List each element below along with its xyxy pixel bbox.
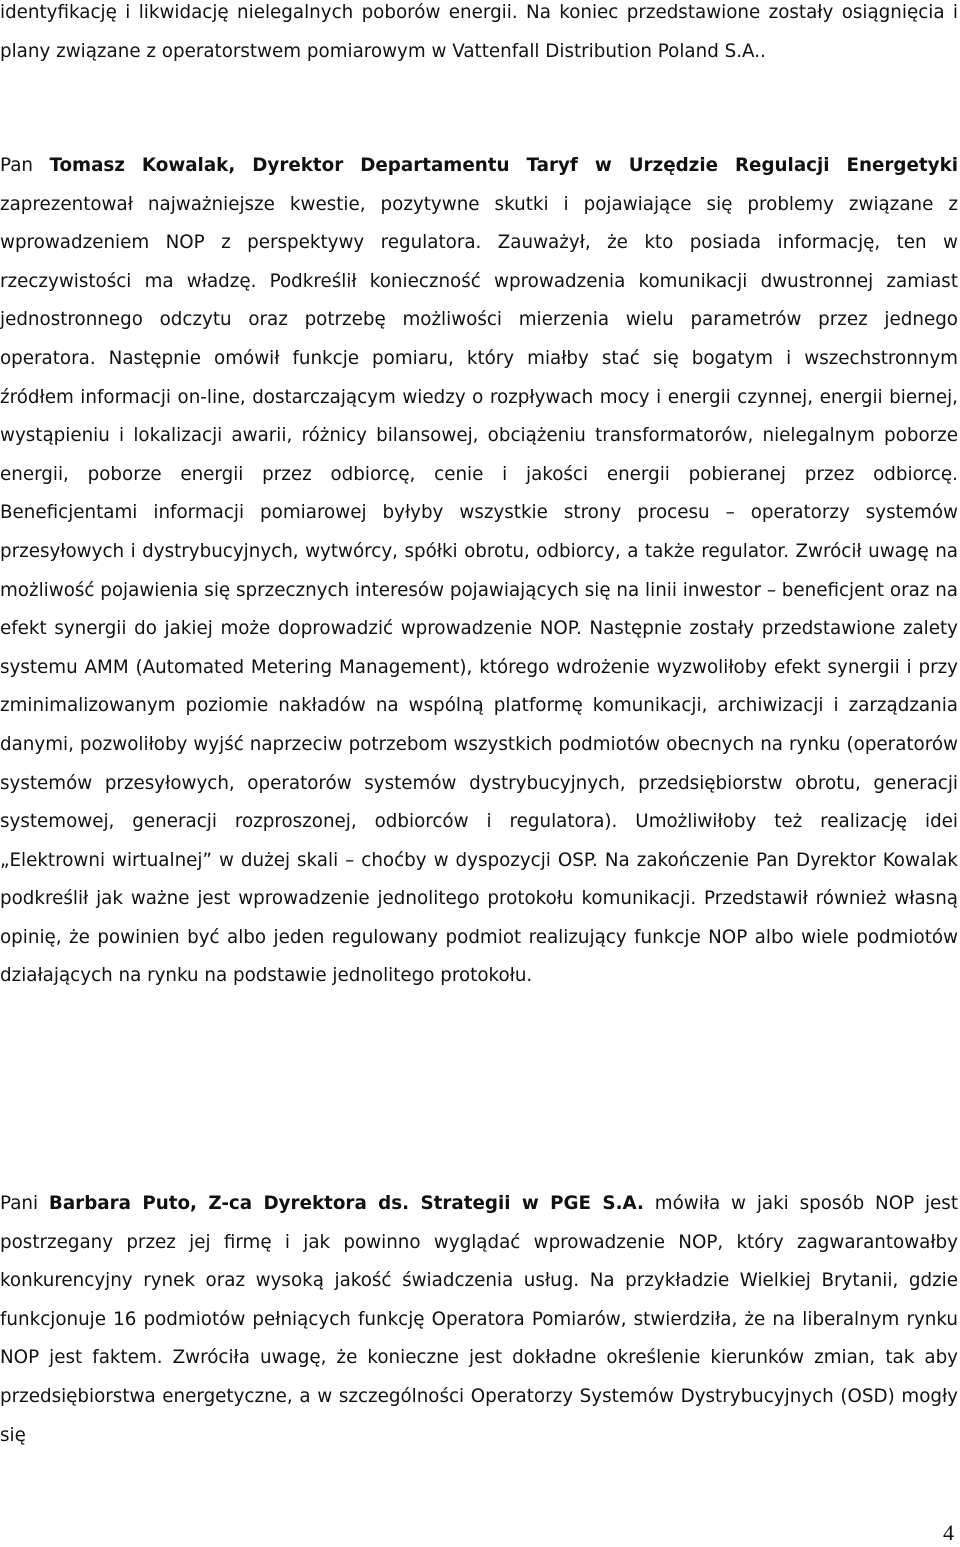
paragraph-intro-continuation bbox=[0, 0, 958, 71]
page-number: 4 bbox=[943, 1520, 954, 1545]
speaker-name-puto: Barbara Puto, Z-ca Dyrektora ds. Strategii w PGE S.A. bbox=[48, 1193, 644, 1214]
paragraph-lead: Pan bbox=[0, 155, 50, 176]
paragraph-lead: Pani bbox=[0, 1193, 49, 1214]
paragraph-text: mówiła w jaki sposób NOP jest postrzegany przez jej firmę i jak powinno wyglądać wprowadzenie NOP, który zagwarantowałby konkurencyjny rynek oraz wysoką jakość świadczenia usług. Na przykładzie Wielkiej Brytanii, gdzie funkcjonuje 16 podmiotów pełniących funkcję Operatora Pomiarów, stwierdziła, że na liberalnym rynku NOP jest faktem. Zwróciła uwagę, że konieczne jest dokładne określenie kierunków zmian, tak aby przedsiębiorstwa energetyczne, a w szczególności Operatorzy Systemów Dystrybucyjnych (OSD) mogły się bbox=[0, 1193, 958, 1446]
paragraph-puto bbox=[0, 1185, 958, 1455]
paragraph-text: zaprezentował najważniejsze kwestie, pozytywne skutki i pojawiające się problemy związane z wprowadzeniem NOP z perspektywy regulatora. Zauważył, że kto posiada informację, ten w rzeczywistości ma władzę. Podkreślił konieczność wprowadzenia komunikacji dwustronnej zamiast jednostronnego odczytu oraz potrzebę możliwości mierzenia wielu parametrów przez jednego operatora. Następnie omówił funkcje pomiaru, który miałby stać się bogatym i wszechstronnym źródłem informacji on-line, dostarczającym wiedzy o rozpływach mocy i energii czynnej, energii biernej, wystąpieniu i lokalizacji awarii, różnicy bilansowej, obciążeniu transformatorów, nielegalnym poborze energii, poborze energii przez odbiorcę, cenie i jakości energii pobieranej przez odbiorcę. Beneficjentami informacji pomiarowej byłyby wszystkie strony procesu – operatorzy systemów przesyłowych i dystrybucyjnych, wytwórcy, spółki obrotu, odbiorcy, a także regulator. Zwrócił uwagę na możliwość pojawienia się sprzecznych interesów pojawiających się na linii inwestor – beneficjent oraz na efekt synergii do jakiej może doprowadzić wprowadzenie NOP. Następnie zostały przedstawione zalety systemu AMM (Automated Metering Management), którego wdrożenie wyzwoliłoby efekt synergii i przy zminimalizowanym poziomie nakładów na wspólną platformę komunikacji, archiwizacji i zarządzania danymi, pozwoliłoby wyjść naprzeciw potrzebom wszystkich podmiotów obecnych na rynku (operatorów systemów przesyłowych, operatorów systemów dystrybucyjnych, przedsiębiorstw obrotu, generacji systemowej, generacji rozproszonej, odbiorców i regulatora). Umożliwiłoby też realizację idei „Elektrowni wirtualnej” w dużej skali – choćby w dyspozycji OSP. Na zakończenie Pan Dyrektor Kowalak podkreślił jak ważne jest wprowadzenie jednolitego protokołu komunikacji. Przedstawił również własną opinię, że powinien być albo jeden regulowany podmiot realizujący funkcje NOP albo wiele podmiotów działających na rynku na podstawie jednolitego protokołu. bbox=[0, 193, 959, 987]
paragraph-text: identyfikację i likwidację nielegalnych poborów energii. Na koniec przedstawione zostały osiągnięcia i plany związane z operatorstwem pomiarowym w Vattenfall Distribution Poland S.A.. bbox=[0, 2, 958, 62]
paragraph-kowalak bbox=[0, 147, 958, 996]
speaker-name-kowalak: Tomasz Kowalak, Dyrektor Departamentu Taryf w Urzędzie Regulacji Energetyki bbox=[49, 155, 958, 176]
